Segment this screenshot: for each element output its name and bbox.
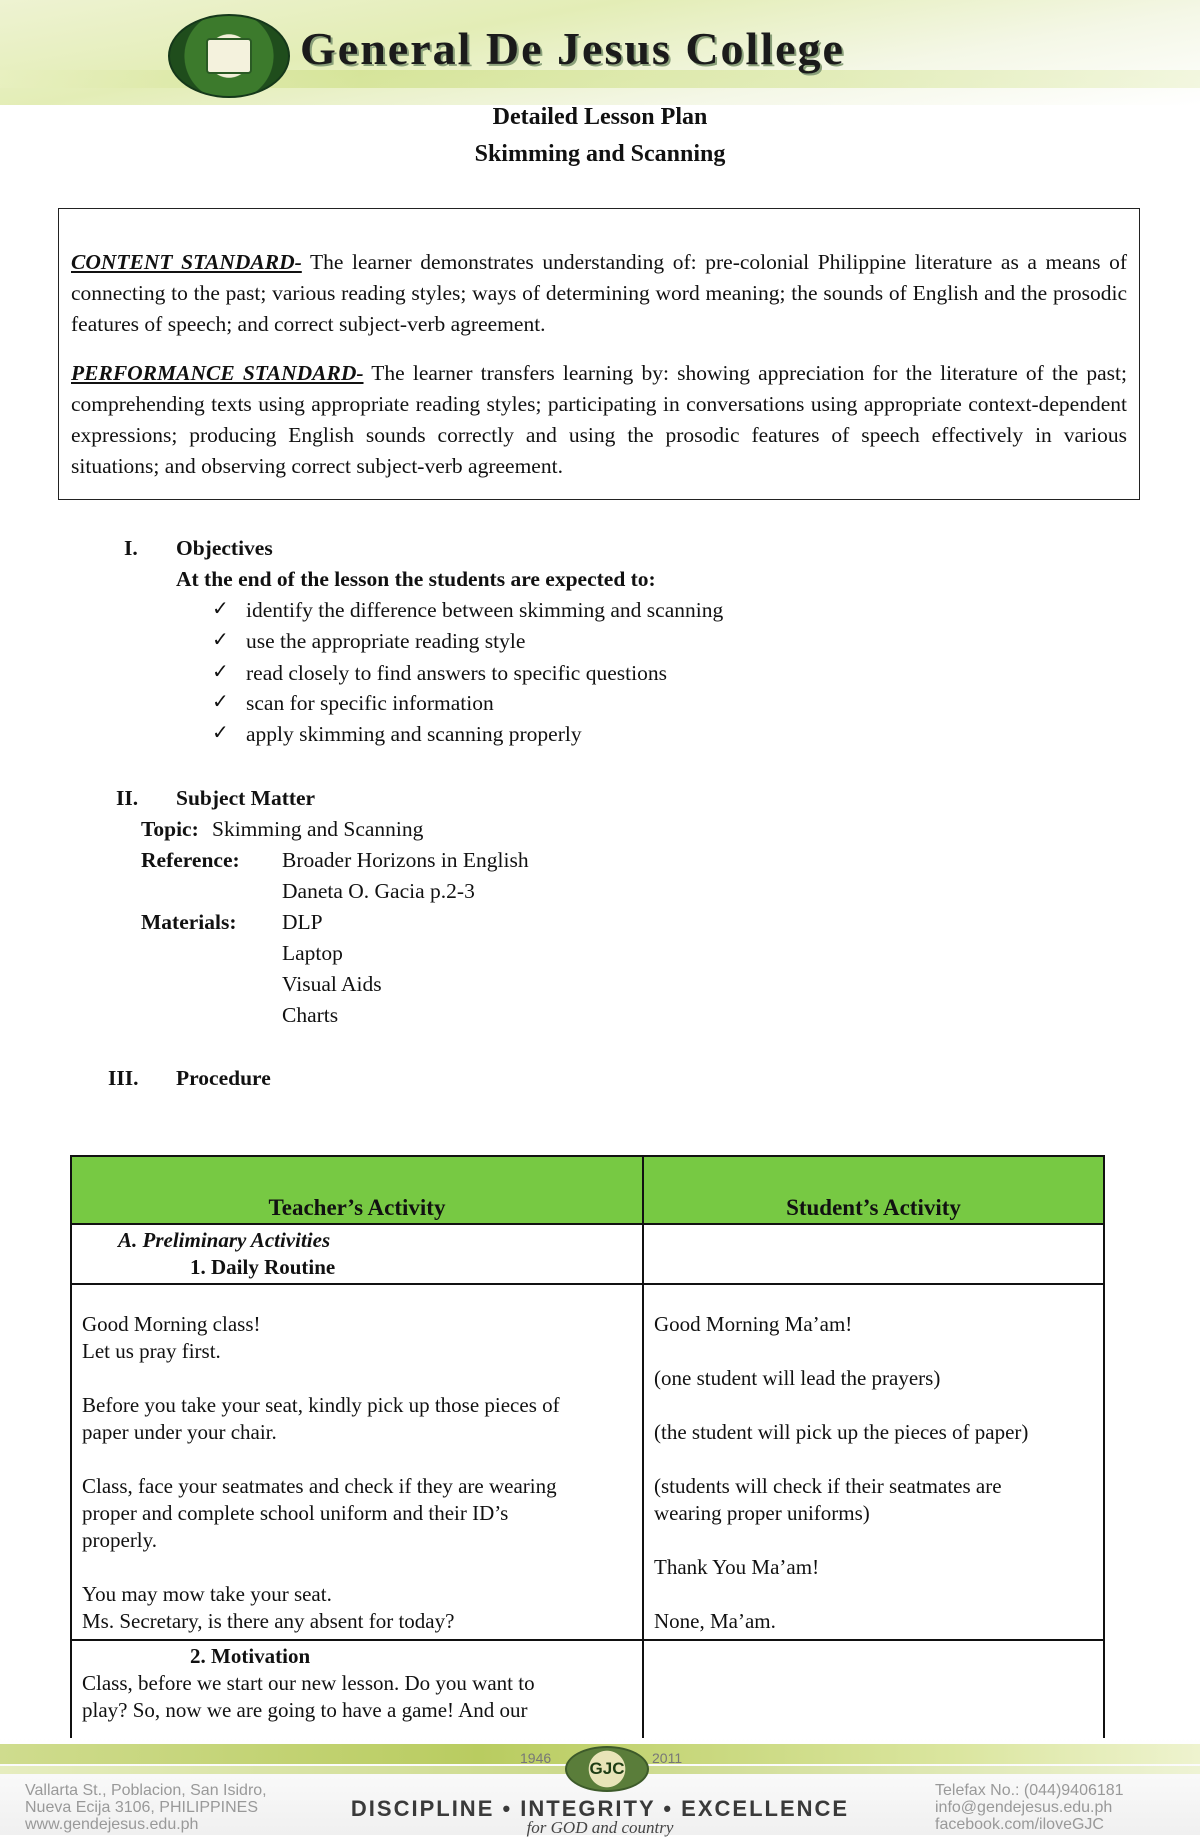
procedure-heading: Procedure bbox=[176, 1066, 271, 1090]
motivation-label: 2. Motivation bbox=[190, 1644, 311, 1668]
footer-tagline: for GOD and country bbox=[526, 1818, 674, 1837]
objectives-heading: Objectives bbox=[176, 536, 273, 560]
student-line: wearing proper uniforms) bbox=[654, 1501, 870, 1525]
teacher-line: Before you take your seat, kindly pick up those pieces of bbox=[82, 1393, 560, 1417]
teacher-line: properly. bbox=[82, 1528, 158, 1552]
footer-facebook: facebook.com/iloveGJC bbox=[935, 1816, 1104, 1833]
student-line: Thank You Ma’am! bbox=[654, 1555, 820, 1579]
content-standard-text: The learner demonstrates understanding of: pre-colonial Philippine literature as a means of connecting to the past; various reading styles; ways of determining word meaning; the sounds of English and the prosodic features of speech; and correct subject-verb agreement. bbox=[71, 250, 1127, 336]
content-standard bbox=[71, 247, 1127, 340]
objective-item: read closely to find answers to specific questions bbox=[246, 661, 667, 685]
reference-value: Daneta O. Gacia p.2-3 bbox=[282, 879, 475, 903]
footer-website: www.gendejesus.edu.ph bbox=[25, 1816, 199, 1833]
objectives-intro: At the end of the lesson the students are expected to: bbox=[176, 567, 656, 591]
objectives-numeral: I. bbox=[124, 536, 138, 560]
section-a-label: A. Preliminary Activities bbox=[118, 1228, 331, 1252]
check-icon: ✓ bbox=[212, 689, 229, 713]
content-standard-label: CONTENT STANDARD- bbox=[71, 250, 302, 274]
reference-value: Broader Horizons in English bbox=[282, 848, 529, 872]
student-line: None, Ma’am. bbox=[654, 1609, 776, 1633]
teacher-line: Class, face your seatmates and check if they are wearing bbox=[82, 1474, 557, 1498]
check-icon: ✓ bbox=[212, 659, 229, 683]
teacher-line: You may mow take your seat. bbox=[82, 1582, 332, 1606]
table-row bbox=[71, 1640, 1104, 1740]
footer-email: info@gendejesus.edu.ph bbox=[935, 1799, 1113, 1816]
doc-title: Detailed Lesson Plan bbox=[492, 104, 708, 130]
material-item: Laptop bbox=[282, 941, 343, 965]
subject-matter-numeral: II. bbox=[116, 786, 139, 810]
topic-value: Skimming and Scanning bbox=[212, 817, 424, 841]
objective-item: use the appropriate reading style bbox=[246, 629, 526, 653]
check-icon: ✓ bbox=[212, 596, 229, 620]
materials-label: Materials: bbox=[141, 910, 237, 934]
subject-matter-heading: Subject Matter bbox=[176, 786, 316, 810]
performance-standard-text: The learner transfers learning by: showing appreciation for the literature of the past; comprehending texts using appropriate reading styles; participating in conversations using appropriate context-dependent expressions; producing English sounds correctly and using the prosodic features of speech effectively in various situations; and observing correct subject-verb agreement. bbox=[71, 361, 1127, 478]
doc-subtitle: Skimming and Scanning bbox=[474, 141, 726, 167]
teacher-line: Ms. Secretary, is there any absent for today? bbox=[82, 1609, 455, 1633]
footer-motto: DISCIPLINE • INTEGRITY • EXCELLENCE bbox=[350, 1796, 850, 1821]
activity-table bbox=[70, 1155, 1105, 1741]
objective-item: identify the difference between skimming and scanning bbox=[246, 598, 724, 622]
table-header-row bbox=[71, 1156, 1104, 1224]
student-line: (the student will pick up the pieces of paper) bbox=[654, 1420, 1029, 1444]
topic-label: Topic: bbox=[141, 817, 199, 841]
footer-address-line: Nueva Ecija 3106, PHILIPPINES bbox=[25, 1799, 259, 1816]
student-activity-header: Student’s Activity bbox=[643, 1156, 1104, 1224]
teacher-line: Good Morning class! bbox=[82, 1312, 261, 1336]
check-icon: ✓ bbox=[212, 627, 229, 651]
reference-label: Reference: bbox=[141, 848, 240, 872]
table-row bbox=[71, 1284, 1104, 1640]
check-icon: ✓ bbox=[212, 720, 229, 744]
footer-telefax: Telefax No.: (044)9406181 bbox=[935, 1782, 1124, 1799]
objective-item: scan for specific information bbox=[246, 691, 494, 715]
material-item: DLP bbox=[282, 910, 323, 934]
teacher-line: proper and complete school uniform and their ID’s bbox=[82, 1501, 509, 1525]
footer-year-start: 1946 bbox=[520, 1750, 552, 1766]
footer-logo-icon bbox=[565, 1746, 649, 1792]
standards-box bbox=[58, 208, 1140, 500]
motivation-line: Class, before we start our new lesson. Do you want to bbox=[82, 1671, 535, 1695]
material-item: Charts bbox=[282, 1003, 339, 1027]
table-row bbox=[71, 1224, 1104, 1284]
material-item: Visual Aids bbox=[282, 972, 382, 996]
daily-routine-label: 1. Daily Routine bbox=[190, 1255, 336, 1279]
procedure-numeral: III. bbox=[108, 1066, 139, 1090]
student-line: Good Morning Ma’am! bbox=[654, 1312, 853, 1336]
teacher-activity-header: Teacher’s Activity bbox=[71, 1156, 643, 1224]
teacher-line: paper under your chair. bbox=[82, 1420, 277, 1444]
student-line: (one student will lead the prayers) bbox=[654, 1366, 941, 1390]
college-name: General De Jesus College bbox=[300, 23, 845, 74]
seal-book-icon bbox=[206, 38, 252, 74]
teacher-line: Let us pray first. bbox=[82, 1339, 221, 1363]
objective-item: apply skimming and scanning properly bbox=[246, 722, 582, 746]
footer-address-line: Vallarta St., Poblacion, San Isidro, bbox=[25, 1782, 267, 1799]
footer-year-end: 2011 bbox=[652, 1750, 683, 1766]
motivation-line: play? So, now we are going to have a game! And our bbox=[82, 1698, 528, 1722]
performance-standard bbox=[71, 358, 1127, 482]
performance-standard-label: PERFORMANCE STANDARD- bbox=[71, 361, 364, 385]
footer-logo-text: GJC bbox=[589, 1759, 625, 1778]
student-line: (students will check if their seatmates are bbox=[654, 1474, 1002, 1498]
footer-contact bbox=[935, 1782, 1124, 1833]
